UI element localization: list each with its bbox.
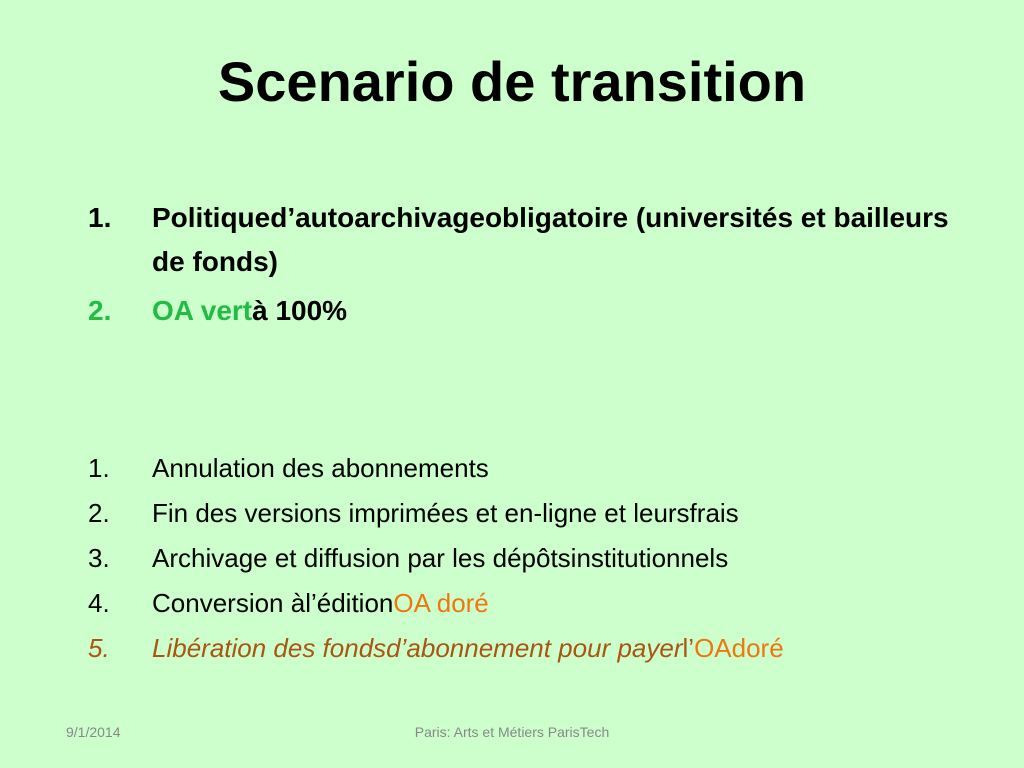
slide-title: Scenario de transition (217, 50, 807, 113)
list-item-text: Annulation des abonnements (152, 453, 489, 483)
list-item (88, 491, 968, 536)
list-item-text: Conversion àl’édition (152, 588, 394, 618)
list-item-number: 2. (88, 295, 112, 326)
list-item-number: 4. (88, 588, 110, 618)
list-item-number: 3. (88, 543, 110, 573)
numbered-list-primary (88, 196, 968, 333)
footer-date: 9/1/2014 (66, 724, 121, 740)
list-item (88, 196, 968, 284)
list-item-text: Politiqued’autoarchivageobligatoire (universités et bailleurs de fonds) (152, 202, 949, 277)
list-item-highlight-green: OA vert (152, 295, 253, 326)
list-item-text: l’ (682, 633, 695, 663)
list-item-number: 5. (88, 633, 110, 663)
list-item-highlight-orange: OAdoré (694, 633, 784, 663)
numbered-list-secondary (88, 446, 968, 671)
list-item (88, 289, 968, 333)
list-item (88, 626, 968, 671)
list-item-text: Archivage et diffusion par les dépôtsinstitutionnels (152, 543, 729, 573)
list-item-text: à 100% (252, 295, 348, 326)
list-item (88, 581, 968, 626)
list-item-number: 1. (88, 453, 110, 483)
list-item-highlight-orange: OA doré (393, 588, 489, 618)
list-item-text: Fin des versions imprimées et en-ligne et leursfrais (152, 498, 739, 528)
list-item-number: 1. (88, 202, 112, 233)
footer-center-text: Paris: Arts et Métiers ParisTech (414, 724, 610, 740)
list-item-number: 2. (88, 498, 110, 528)
list-item (88, 536, 968, 581)
list-item (88, 446, 968, 491)
list-item-italic-text: Libération des fondsd’abonnement pour payer (152, 633, 683, 663)
